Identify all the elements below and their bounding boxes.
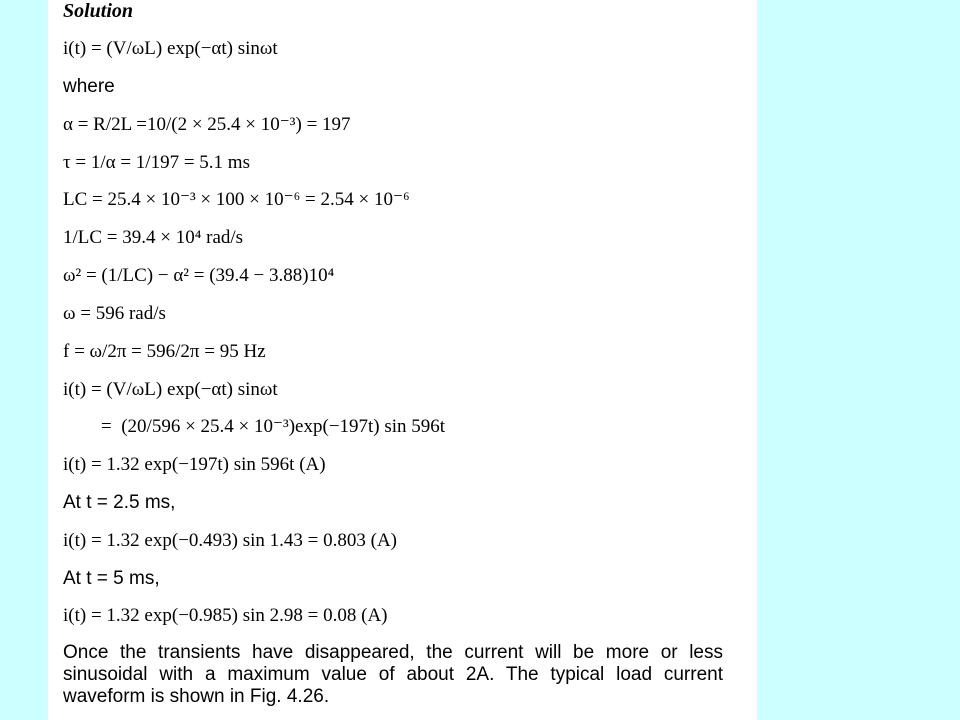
equation-inverse-lc: 1/LC = 39.4 × 10⁴ rad/s: [63, 227, 244, 248]
equation-current-result: i(t) = 1.32 exp(−197t) sin 596t (A): [63, 454, 326, 475]
text-where: where: [63, 76, 115, 97]
equation-frequency: f = ω/2π = 596/2π = 95 Hz: [63, 341, 266, 362]
equation-current-5ms: i(t) = 1.32 exp(−0.985) sin 2.98 = 0.08 (A): [63, 605, 388, 626]
conclusion-paragraph: Once the transients have disappeared, the current will be more or less sinusoidal with a maximum value of about 2A. The typical load current waveform is shown in Fig. 4.26.: [63, 642, 723, 707]
equation-omega: ω = 596 rad/s: [63, 303, 166, 324]
equation-current-substituted: = (20/596 × 25.4 × 10⁻³)exp(−197t) sin 596t: [63, 416, 446, 437]
document-page: [48, 0, 757, 720]
text-at-5ms: At t = 5 ms,: [63, 568, 160, 589]
equation-alpha: α = R/2L =10/(2 × 25.4 × 10⁻³) = 197: [63, 114, 351, 135]
equation-current: i(t) = (V/ωL) exp(−αt) sinωt: [63, 38, 278, 59]
equation-lc: LC = 25.4 × 10⁻³ × 100 × 10⁻⁶ = 2.54 × 10⁻⁶: [63, 189, 410, 210]
solution-heading: Solution: [63, 0, 134, 22]
equation-current-restated: i(t) = (V/ωL) exp(−αt) sinωt: [63, 379, 278, 400]
equation-tau: τ = 1/α = 1/197 = 5.1 ms: [63, 152, 250, 173]
right-margin: [757, 0, 960, 720]
text-at-2-5ms: At t = 2.5 ms,: [63, 492, 176, 513]
equation-omega-squared: ω² = (1/LC) − α² = (39.4 − 3.88)10⁴: [63, 265, 335, 286]
equation-current-2-5ms: i(t) = 1.32 exp(−0.493) sin 1.43 = 0.803 (A): [63, 530, 397, 551]
left-margin: [0, 0, 48, 720]
